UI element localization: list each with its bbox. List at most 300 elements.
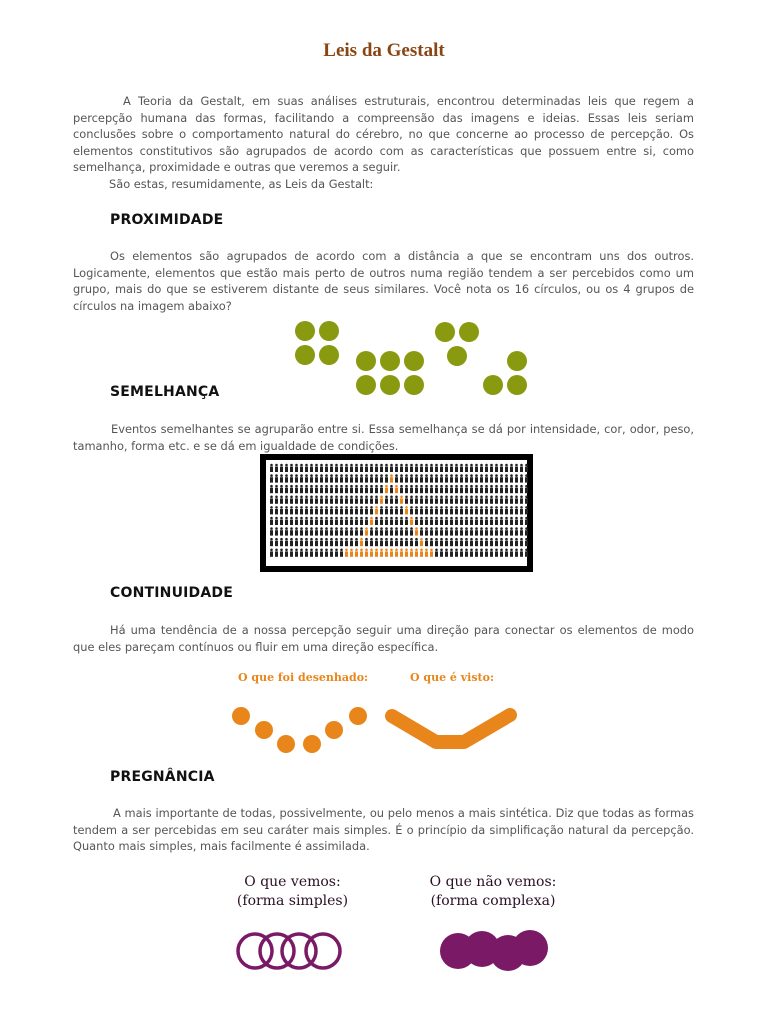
figure-head xyxy=(410,496,413,499)
figure-body xyxy=(445,541,448,546)
figure-body xyxy=(350,477,353,482)
figure-head xyxy=(395,464,398,467)
figure-body xyxy=(485,488,488,493)
figure-head xyxy=(460,485,463,488)
figure-head xyxy=(360,538,363,541)
figure-body xyxy=(480,509,483,514)
figure-head xyxy=(320,485,323,488)
figure-body xyxy=(315,541,318,546)
figure-head xyxy=(355,506,358,509)
figure-body xyxy=(280,498,283,503)
figure-head xyxy=(510,538,513,541)
figure-body xyxy=(340,509,343,514)
semelhanca-text: Eventos semelhantes se agruparão entre si. Essa semelhança se dá por intensidade, cor, odor, peso, tamanho, forma etc. e se dá em igualdade de condições. xyxy=(73,422,694,453)
figure-body xyxy=(315,498,318,503)
figure-body xyxy=(350,520,353,525)
figure-head xyxy=(435,517,438,520)
figure-head xyxy=(340,464,343,467)
figure-body xyxy=(350,498,353,503)
figure-body xyxy=(495,520,498,525)
figure-body xyxy=(440,551,443,556)
figure-body xyxy=(525,498,528,503)
figure-head xyxy=(370,496,373,499)
figure-body xyxy=(315,467,318,472)
figure-body xyxy=(495,477,498,482)
figure-body xyxy=(270,477,273,482)
figure-body xyxy=(385,498,388,503)
figure-body xyxy=(470,488,473,493)
figure-head xyxy=(465,496,468,499)
figure-body xyxy=(415,467,418,472)
figure-head xyxy=(300,496,303,499)
figure-body xyxy=(400,541,403,546)
figure-head xyxy=(365,485,368,488)
figure-head xyxy=(510,485,513,488)
figure-head xyxy=(515,517,518,520)
figure-body xyxy=(500,530,503,535)
figure-head xyxy=(275,496,278,499)
figure-head xyxy=(455,496,458,499)
figure-body xyxy=(465,509,468,514)
figure-body xyxy=(500,520,503,525)
figure-head xyxy=(485,538,488,541)
figure-body xyxy=(275,530,278,535)
figure-head xyxy=(495,517,498,520)
figure-head xyxy=(500,496,503,499)
figure-head xyxy=(275,474,278,477)
figure-head xyxy=(480,474,483,477)
figure-head xyxy=(305,464,308,467)
figure-head xyxy=(385,496,388,499)
figure-body xyxy=(325,488,328,493)
figure-head xyxy=(315,464,318,467)
figure-head xyxy=(435,506,438,509)
figure-head xyxy=(300,485,303,488)
figure-body xyxy=(285,498,288,503)
figure-head xyxy=(380,549,383,552)
figure-head xyxy=(475,464,478,467)
figure-body xyxy=(345,498,348,503)
figure-head xyxy=(515,506,518,509)
figure-body xyxy=(305,530,308,535)
figure-body xyxy=(320,488,323,493)
figure-head xyxy=(320,474,323,477)
figure-head xyxy=(395,496,398,499)
figure-body xyxy=(335,488,338,493)
figure-head xyxy=(370,485,373,488)
figure-head xyxy=(430,549,433,552)
figure-body xyxy=(485,498,488,503)
figure-head xyxy=(505,496,508,499)
figure-body xyxy=(315,551,318,556)
figure-head xyxy=(490,485,493,488)
figure-head xyxy=(490,538,493,541)
figure-body xyxy=(355,541,358,546)
figure-body xyxy=(375,530,378,535)
figure-head xyxy=(480,464,483,467)
figure-head xyxy=(425,506,428,509)
figure-head xyxy=(330,538,333,541)
figure-body xyxy=(525,520,528,525)
figure-head xyxy=(395,549,398,552)
figure-head xyxy=(365,464,368,467)
figure-head xyxy=(440,464,443,467)
figure-head xyxy=(285,496,288,499)
figure-body xyxy=(520,498,523,503)
figure-body xyxy=(445,488,448,493)
figure-head xyxy=(525,485,528,488)
figure-body xyxy=(325,530,328,535)
figure-body xyxy=(520,541,523,546)
figure-body xyxy=(425,551,428,556)
similarity-figures-grid xyxy=(260,454,533,572)
figure-head xyxy=(375,496,378,499)
figure-head xyxy=(455,538,458,541)
figure-head xyxy=(325,474,328,477)
figure-head xyxy=(390,527,393,530)
figure-head xyxy=(520,474,523,477)
figure-body xyxy=(415,520,418,525)
figure-body xyxy=(400,530,403,535)
figure-body xyxy=(375,551,378,556)
figure-body xyxy=(395,551,398,556)
figure-head xyxy=(285,527,288,530)
figure-body xyxy=(475,541,478,546)
figure-body xyxy=(520,530,523,535)
figure-body xyxy=(290,530,293,535)
figure-body xyxy=(420,541,423,546)
figure-head xyxy=(300,517,303,520)
figure-head xyxy=(380,527,383,530)
figure-body xyxy=(520,488,523,493)
figure-head xyxy=(415,464,418,467)
figure-body xyxy=(300,498,303,503)
figure-head xyxy=(370,527,373,530)
figure-head xyxy=(340,517,343,520)
figure-body xyxy=(460,488,463,493)
figure-body xyxy=(370,509,373,514)
proximity-circles-figure xyxy=(285,315,535,400)
figure-body xyxy=(470,520,473,525)
figure-body xyxy=(435,551,438,556)
figure-body xyxy=(395,520,398,525)
figure-body xyxy=(310,530,313,535)
figure-body xyxy=(350,467,353,472)
figure-body xyxy=(330,520,333,525)
figure-body xyxy=(350,509,353,514)
figure-head xyxy=(460,517,463,520)
figure-body xyxy=(520,467,523,472)
figure-body xyxy=(475,530,478,535)
figure-head xyxy=(485,527,488,530)
figure-body xyxy=(285,541,288,546)
figure-body xyxy=(290,551,293,556)
figure-head xyxy=(340,549,343,552)
figure-head xyxy=(360,506,363,509)
figure-body xyxy=(325,520,328,525)
figure-head xyxy=(470,464,473,467)
figure-head xyxy=(320,517,323,520)
figure-head xyxy=(475,506,478,509)
figure-head xyxy=(360,517,363,520)
figure-head xyxy=(520,506,523,509)
figure-head xyxy=(525,538,528,541)
figure-body xyxy=(300,467,303,472)
figure-body xyxy=(315,477,318,482)
figure-head xyxy=(510,517,513,520)
figure-body xyxy=(280,509,283,514)
figure-head xyxy=(435,527,438,530)
figure-body xyxy=(495,551,498,556)
figure-head xyxy=(445,485,448,488)
figure-head xyxy=(440,474,443,477)
figure-body xyxy=(330,488,333,493)
figure-head xyxy=(520,517,523,520)
figure-head xyxy=(385,464,388,467)
figure-head xyxy=(435,538,438,541)
figure-body xyxy=(410,520,413,525)
figure-body xyxy=(385,509,388,514)
figure-head xyxy=(335,496,338,499)
figure-body xyxy=(285,551,288,556)
figure-body xyxy=(400,467,403,472)
figure-body xyxy=(515,477,518,482)
figure-body xyxy=(375,509,378,514)
figure-body xyxy=(495,541,498,546)
figure-body xyxy=(445,477,448,482)
figure-body xyxy=(350,541,353,546)
figure-body xyxy=(350,551,353,556)
figure-head xyxy=(440,527,443,530)
figure-head xyxy=(405,506,408,509)
figure-head xyxy=(430,527,433,530)
figure-body xyxy=(400,498,403,503)
figure-head xyxy=(450,485,453,488)
figure-body xyxy=(495,488,498,493)
figure-head xyxy=(510,464,513,467)
figure-head xyxy=(520,538,523,541)
figure-head xyxy=(315,517,318,520)
figure-body xyxy=(355,551,358,556)
figure-head xyxy=(390,485,393,488)
figure-head xyxy=(375,549,378,552)
figure-head xyxy=(315,485,318,488)
figure-body xyxy=(345,541,348,546)
figure-body xyxy=(460,541,463,546)
figure-head xyxy=(285,474,288,477)
figure-body xyxy=(280,520,283,525)
figure-body xyxy=(335,551,338,556)
figure-head xyxy=(490,506,493,509)
figure-body xyxy=(335,509,338,514)
figure-head xyxy=(405,527,408,530)
figure-head xyxy=(295,506,298,509)
figure-head xyxy=(365,506,368,509)
figure-body xyxy=(450,530,453,535)
figure-head xyxy=(310,538,313,541)
figure-body xyxy=(435,498,438,503)
figure-body xyxy=(445,530,448,535)
figure-head xyxy=(520,485,523,488)
figure-head xyxy=(370,549,373,552)
figure-head xyxy=(370,464,373,467)
figure-body xyxy=(435,530,438,535)
continuity-line-figure xyxy=(378,700,523,760)
figure-head xyxy=(335,506,338,509)
figure-body xyxy=(320,467,323,472)
figure-body xyxy=(275,488,278,493)
figure-head xyxy=(290,538,293,541)
figure-body xyxy=(515,520,518,525)
figure-body xyxy=(365,477,368,482)
figure-body xyxy=(360,530,363,535)
figure-body xyxy=(485,509,488,514)
figure-head xyxy=(355,517,358,520)
figure-head xyxy=(410,464,413,467)
figure-head xyxy=(435,485,438,488)
figure-body xyxy=(275,477,278,482)
figure-head xyxy=(375,538,378,541)
figure-body xyxy=(300,520,303,525)
figure-head xyxy=(290,485,293,488)
figure-body xyxy=(310,509,313,514)
figure-body xyxy=(340,541,343,546)
figure-body xyxy=(360,541,363,546)
figure-head xyxy=(385,485,388,488)
figure-body xyxy=(355,488,358,493)
figure-body xyxy=(290,520,293,525)
figure-body xyxy=(400,509,403,514)
figure-head xyxy=(490,474,493,477)
figure-body xyxy=(365,551,368,556)
figure-head xyxy=(435,464,438,467)
figure-body xyxy=(380,477,383,482)
figure-body xyxy=(345,509,348,514)
figure-head xyxy=(305,527,308,530)
figure-head xyxy=(435,496,438,499)
figure-body xyxy=(355,509,358,514)
figure-body xyxy=(285,530,288,535)
figure-body xyxy=(440,467,443,472)
figure-body xyxy=(465,551,468,556)
figure-body xyxy=(280,488,283,493)
figure-body xyxy=(285,520,288,525)
figure-head xyxy=(290,496,293,499)
figure-body xyxy=(300,477,303,482)
figure-body xyxy=(435,467,438,472)
figure-head xyxy=(330,474,333,477)
figure-head xyxy=(360,527,363,530)
figure-head xyxy=(440,517,443,520)
figure-body xyxy=(380,541,383,546)
figure-head xyxy=(415,485,418,488)
figure-body xyxy=(430,467,433,472)
figure-head xyxy=(400,549,403,552)
figure-head xyxy=(415,496,418,499)
figure-head xyxy=(470,538,473,541)
figure-head xyxy=(480,549,483,552)
figure-head xyxy=(320,464,323,467)
figure-head xyxy=(495,496,498,499)
figure-body xyxy=(395,498,398,503)
figure-head xyxy=(290,549,293,552)
figure-body xyxy=(495,467,498,472)
figure-body xyxy=(285,467,288,472)
figure-body xyxy=(270,520,273,525)
figure-body xyxy=(360,520,363,525)
figure-head xyxy=(480,538,483,541)
figure-head xyxy=(405,474,408,477)
figure-head xyxy=(370,474,373,477)
figure-body xyxy=(410,530,413,535)
figure-body xyxy=(360,551,363,556)
figure-head xyxy=(280,474,283,477)
figure-head xyxy=(400,527,403,530)
figure-head xyxy=(425,485,428,488)
figure-body xyxy=(485,520,488,525)
figure-head xyxy=(410,485,413,488)
figure-head xyxy=(295,517,298,520)
figure-head xyxy=(355,485,358,488)
figure-body xyxy=(290,477,293,482)
intro-paragraph: A Teoria da Gestalt, em suas análises estruturais, encontrou determinadas leis que regem a percepção humana das formas, facilitando a compreensão das imagens e ideias. Essas leis seriam conclusões sobre o comportamento natural do cérebro, no que concerne ao processo de percepção. Os elementos constitutivos são agrupados de acordo com as características que possuem entre si, como semelhança, proximidade e outras que veremos a seguir. xyxy=(73,94,694,174)
figure-head xyxy=(490,517,493,520)
figure-head xyxy=(440,549,443,552)
figure-body xyxy=(505,509,508,514)
figure-head xyxy=(360,485,363,488)
intro-lead: São estas, resumidamente, as Leis da Gestalt: xyxy=(109,177,374,191)
figure-body xyxy=(470,467,473,472)
continuity-dots-figure xyxy=(225,700,375,760)
figure-head xyxy=(495,464,498,467)
figure-body xyxy=(305,467,308,472)
figure-body xyxy=(270,467,273,472)
figure-head xyxy=(390,496,393,499)
figure-body xyxy=(430,488,433,493)
figure-head xyxy=(275,549,278,552)
figure-head xyxy=(350,474,353,477)
figure-body xyxy=(355,477,358,482)
figure-body xyxy=(325,467,328,472)
proximidade-text: Os elementos são agrupados de acordo com a distância a que se encontram uns dos outros. Logicamente, elementos que estão mais perto de outros numa região tendem a ser percebidos como um grupo, mais do que se estiverem distante de seus similares. Você nota os 16 círculos, ou os 4 grupos de círculos na imagem abaixo? xyxy=(73,249,694,313)
figure-body xyxy=(295,530,298,535)
figure-body xyxy=(365,467,368,472)
figure-body xyxy=(415,551,418,556)
figure-head xyxy=(515,538,518,541)
figure-head xyxy=(280,506,283,509)
figure-head xyxy=(380,496,383,499)
figure-head xyxy=(420,549,423,552)
figure-body xyxy=(350,530,353,535)
figure-head xyxy=(290,474,293,477)
figure-body xyxy=(270,530,273,535)
figure-head xyxy=(350,496,353,499)
figure-body xyxy=(340,467,343,472)
figure-head xyxy=(275,517,278,520)
figure-head xyxy=(275,485,278,488)
figure-head xyxy=(270,496,273,499)
figure-body xyxy=(385,530,388,535)
figure-head xyxy=(425,474,428,477)
figure-body xyxy=(305,488,308,493)
figure-body xyxy=(415,488,418,493)
figure-head xyxy=(330,485,333,488)
figure-head xyxy=(505,474,508,477)
figure-body xyxy=(520,477,523,482)
figure-body xyxy=(370,477,373,482)
figure-head xyxy=(300,549,303,552)
figure-head xyxy=(395,538,398,541)
